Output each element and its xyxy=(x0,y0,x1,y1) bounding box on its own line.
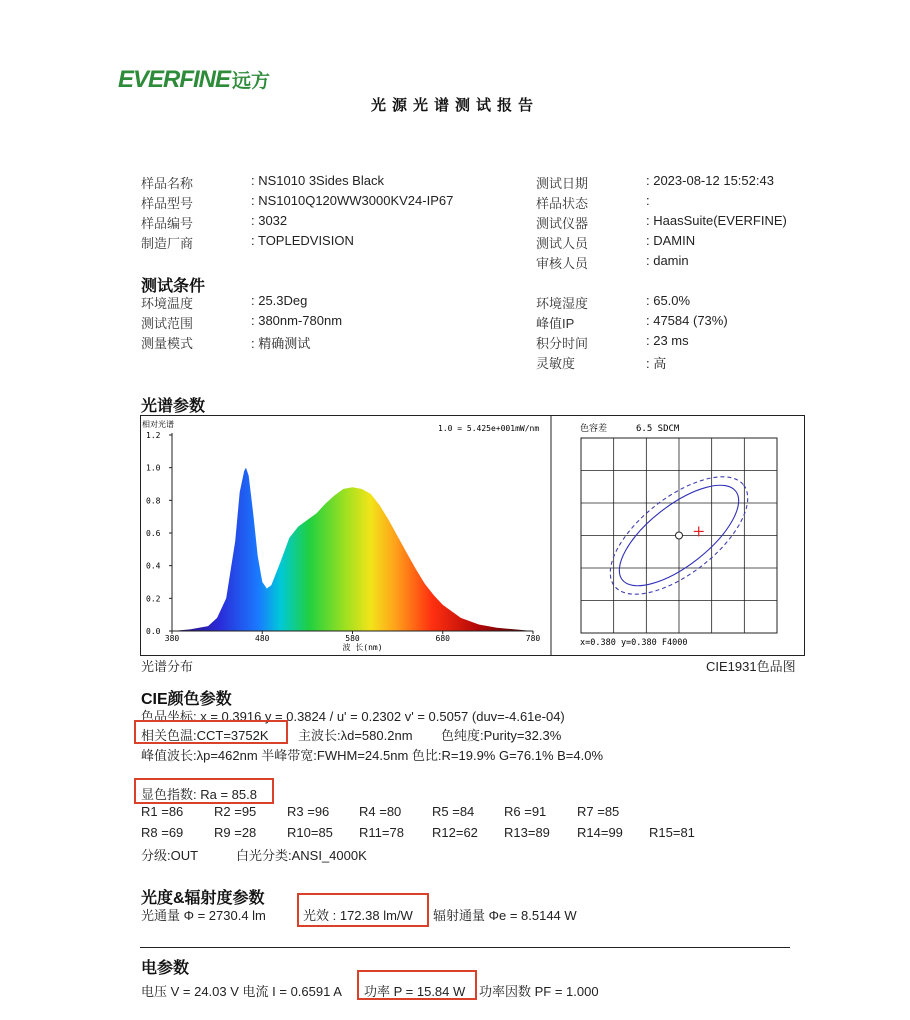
sensitivity-label: 灵敏度 xyxy=(536,356,576,371)
spectrum-y-tick-label: 0.8 xyxy=(146,496,161,506)
spectrum-y-tick-label: 0.6 xyxy=(146,529,161,538)
spectrum-y-tick-label: 0.4 xyxy=(146,561,161,571)
spectrum-title: 相对光谱 xyxy=(142,420,174,429)
r10-value: R10=85 xyxy=(287,825,333,840)
spectrum-y-tick-label: 1.2 xyxy=(146,431,161,440)
test-conditions-heading: 测试条件 xyxy=(141,278,206,295)
r6-value: R6 =91 xyxy=(504,804,547,819)
voltage-current: 电压 V = 24.03 V 电流 I = 0.6591 A xyxy=(141,984,342,999)
sample-name-label: 样品名称 xyxy=(141,176,194,191)
spectrum-y-tick-label: 0.0 xyxy=(146,627,161,636)
spectrum-panel xyxy=(140,415,805,657)
spectrum-x-tick-label: 380 xyxy=(164,634,180,643)
integration-time-label: 积分时间 xyxy=(536,336,589,351)
integration-time-value: : 23 ms xyxy=(646,333,689,348)
cie-caption: CIE1931色品图 xyxy=(706,659,796,674)
dominant-wavelength: 主波长:λd=580.2nm xyxy=(298,728,413,743)
spectrum-x-axis-label: 波 长(nm) xyxy=(342,643,383,652)
luminous-efficacy: 光效 : 172.38 lm/W xyxy=(303,908,413,923)
sample-name-value: : NS1010 3Sides Black xyxy=(251,173,384,188)
r11-value: R11=78 xyxy=(359,825,404,840)
measure-mode-value: : 精确测试 xyxy=(251,336,311,351)
r14-value: R14=99 xyxy=(577,825,623,840)
peak-wavelength-line: 峰值波长:λp=462nm 半峰带宽:FWHM=24.5nm 色比:R=19.9% G=76.1% B=4.0% xyxy=(141,748,604,763)
instrument-value: : HaasSuite(EVERFINE) xyxy=(646,213,787,228)
manufacturer-label: 制造厂商 xyxy=(141,236,194,251)
sample-status-value: : xyxy=(646,193,650,208)
report-title: 光源光谱测试报告 xyxy=(370,97,539,114)
r7-value: R7 =85 xyxy=(577,804,620,819)
test-date-label: 测试日期 xyxy=(536,176,589,191)
tester-value: : DAMIN xyxy=(646,233,696,248)
instrument-label: 测试仪器 xyxy=(536,216,589,231)
grade-value: 分级:OUT xyxy=(141,848,199,863)
spectrum-x-tick-label: 580 xyxy=(345,634,360,643)
r13-value: R13=89 xyxy=(504,825,550,840)
spectrum-scale-annotation: 1.0 = 5.425e+001mW/nm xyxy=(438,424,540,433)
r8-value: R8 =69 xyxy=(141,825,184,840)
r2-value: R2 =95 xyxy=(214,804,257,819)
reviewer-label: 审核人员 xyxy=(536,256,589,271)
manufacturer-value: : TOPLEDVISION xyxy=(251,233,354,248)
radiant-flux: 辐射通量 Φe = 8.5144 W xyxy=(433,908,577,923)
ambient-temp-value: : 25.3Deg xyxy=(251,293,308,308)
spectrum-y-tick-label: 1.0 xyxy=(146,463,161,473)
r12-value: R12=62 xyxy=(432,825,478,840)
r15-value: R15=81 xyxy=(649,825,695,840)
everfine-logo: EVERFINE 远方 xyxy=(118,66,271,93)
sample-model-value: : NS1010Q120WW3000KV24-IP67 xyxy=(251,193,454,208)
sample-status-label: 样品状态 xyxy=(536,196,589,211)
r5-value: R5 =84 xyxy=(432,804,475,819)
power-factor: 功率因数 PF = 1.000 xyxy=(479,984,599,999)
white-class-value: 白光分类:ANSI_4000K xyxy=(236,848,367,863)
cct-value: 相关色温:CCT=3752K xyxy=(141,728,269,743)
tolerance-title: 色容差 xyxy=(580,424,608,434)
spectral-heading: 光谱参数 xyxy=(141,398,206,415)
power-value: 功率 P = 15.84 W xyxy=(364,984,466,999)
sample-number-value: : 3032 xyxy=(251,213,288,228)
test-range-value: : 380nm-780nm xyxy=(251,313,343,328)
tolerance-footer: x=0.380 y=0.380 F4000 xyxy=(580,638,688,648)
electrical-heading: 电参数 xyxy=(141,960,190,977)
tester-label: 测试人员 xyxy=(536,236,589,251)
sample-model-label: 样品型号 xyxy=(141,196,194,211)
sample-number-label: 样品编号 xyxy=(141,216,194,231)
tolerance-title-value: 6.5 SDCM xyxy=(636,424,680,434)
peak-ip-value: : 47584 (73%) xyxy=(646,313,728,328)
tolerance-center-point xyxy=(676,532,683,539)
sensitivity-value: : 高 xyxy=(646,356,667,371)
ambient-temp-label: 环境温度 xyxy=(141,296,194,311)
r3-value: R3 =96 xyxy=(287,804,330,819)
peak-ip-label: 峰值IP xyxy=(536,316,575,331)
spectrum-caption: 光谱分布 xyxy=(141,659,194,674)
spectrum-y-tick-label: 0.2 xyxy=(146,594,161,604)
ra-value: 显色指数: Ra = 85.8 xyxy=(141,787,257,802)
luminous-flux: 光通量 Φ = 2730.4 lm xyxy=(141,908,266,923)
r4-value: R4 =80 xyxy=(359,804,402,819)
photometric-heading: 光度&辐射度参数 xyxy=(141,890,265,907)
test-date-value: : 2023-08-12 15:52:43 xyxy=(646,173,774,188)
section-divider xyxy=(140,947,790,948)
measure-mode-label: 测量模式 xyxy=(141,336,194,351)
chromaticity-line: 色品坐标: x = 0.3916 y = 0.3824 / u' = 0.2302 v' = 0.5057 (duv=-4.61e-04) xyxy=(141,709,565,724)
spectrum-x-tick-label: 480 xyxy=(255,634,270,643)
test-range-label: 测试范围 xyxy=(141,316,194,331)
purity-value: 色纯度:Purity=32.3% xyxy=(441,728,562,743)
r1-value: R1 =86 xyxy=(141,804,184,819)
spectrum-x-tick-label: 780 xyxy=(525,634,541,643)
humidity-value: : 65.0% xyxy=(646,293,691,308)
humidity-label: 环境湿度 xyxy=(536,296,589,311)
reviewer-value: : damin xyxy=(646,253,689,268)
spectrum-x-tick-label: 680 xyxy=(435,634,450,643)
cie-heading: CIE颜色参数 xyxy=(141,691,232,708)
r9-value: R9 =28 xyxy=(214,825,257,840)
